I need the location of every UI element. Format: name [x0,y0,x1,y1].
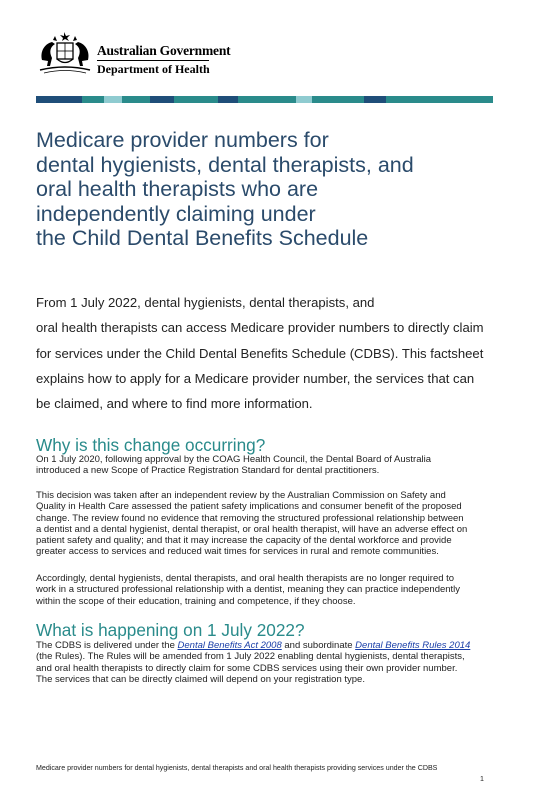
brand-stripe [36,96,493,103]
intro-paragraph [36,290,516,416]
title-line: dental hygienists, dental therapists, and [36,152,414,177]
text-fragment: and subordinate [281,640,356,651]
stripe-segment [312,96,364,103]
section-heading-why: Why is this change occurring? [36,435,266,455]
text-line [36,640,516,651]
text-line: and oral health therapists to directly claim for some CDBS services using their own provider number. [36,662,458,674]
page-title [36,128,496,251]
footer-text: Medicare provider numbers for dental hygienists, dental therapists and oral health therapists providing services under the CDBS [36,764,438,772]
stripe-segment [238,96,296,103]
dental-benefits-rules-link[interactable]: Dental Benefits Rules 2014 [355,640,471,651]
stripe-segment [296,96,312,103]
text-line: work in a structured professional relationship with a dentist, meaning they can practice independently [36,584,461,596]
page-number: 1 [480,775,484,783]
text-line: Accordingly, dental hygienists, dental therapists, and oral health therapists are no longer required to [36,573,455,584]
stripe-segment [36,96,82,103]
stripe-segment [174,96,218,103]
government-name: Australian Government [97,43,231,58]
dental-benefits-act-link[interactable]: Dental Benefits Act 2008 [177,640,282,651]
stripe-segment [150,96,174,103]
intro-line: explains how to apply for a Medicare provider number, the services that can [36,370,475,386]
text-line: introduced a new Scope of Practice Registration Standard for dental practitioners. [36,465,380,477]
text-line: Quality in Health Care assessed the patient safety implications and consumer benefit of the proposed [36,501,462,513]
text-line: greater access to services and reduced wait times for services in rural and remote communities. [36,546,439,558]
intro-line: be claimed, and where to find more information. [36,396,313,412]
stripe-segment [82,96,104,103]
text-line: change. The review found no evidence that removing the structured professional relationship between [36,512,464,524]
text-line: This decision was taken after an independent review by the Australian Commission on Safety and [36,490,446,501]
paragraph [36,490,516,558]
header-divider [97,60,209,61]
title-line: oral health therapists who are [36,177,319,202]
paragraph [36,640,516,685]
text-line: a dentist and a dental hygienist, dental therapist, or oral health therapist, will have an adverse effect on [36,523,468,535]
paragraph [36,573,516,607]
stripe-segment [122,96,150,103]
title-line: independently claiming under [36,201,316,226]
coat-of-arms-icon [36,30,94,76]
text-line: The services that can be directly claimed will depend on your registration type. [36,673,365,685]
stripe-segment [386,96,493,103]
text-line: patient safety and quality; and that it may increase the capacity of the dental workforce and provide [36,535,452,547]
intro-line: From 1 July 2022, dental hygienists, dental therapists, and [36,295,375,310]
section-heading-what: What is happening on 1 July 2022? [36,620,305,640]
text-fragment: The CDBS is delivered under the [36,640,178,651]
text-line: within the scope of their education, training and competence, if they choose. [36,595,356,607]
department-name: Department of Health [97,62,210,76]
intro-line: for services under the Child Dental Benefits Schedule (CDBS). This factsheet [36,345,484,361]
text-line: On 1 July 2020, following approval by the COAG Health Council, the Dental Board of Australia [36,454,431,465]
stripe-segment [104,96,122,103]
title-line: Medicare provider numbers for [36,128,329,152]
paragraph [36,454,516,477]
stripe-segment [218,96,238,103]
stripe-segment [364,96,386,103]
intro-line: oral health therapists can access Medicare provider numbers to directly claim [36,320,484,336]
text-line: (the Rules). The Rules will be amended from 1 July 2022 enabling dental hygienists, dental therapists, [36,651,465,663]
title-line: the Child Dental Benefits Schedule [36,226,369,251]
